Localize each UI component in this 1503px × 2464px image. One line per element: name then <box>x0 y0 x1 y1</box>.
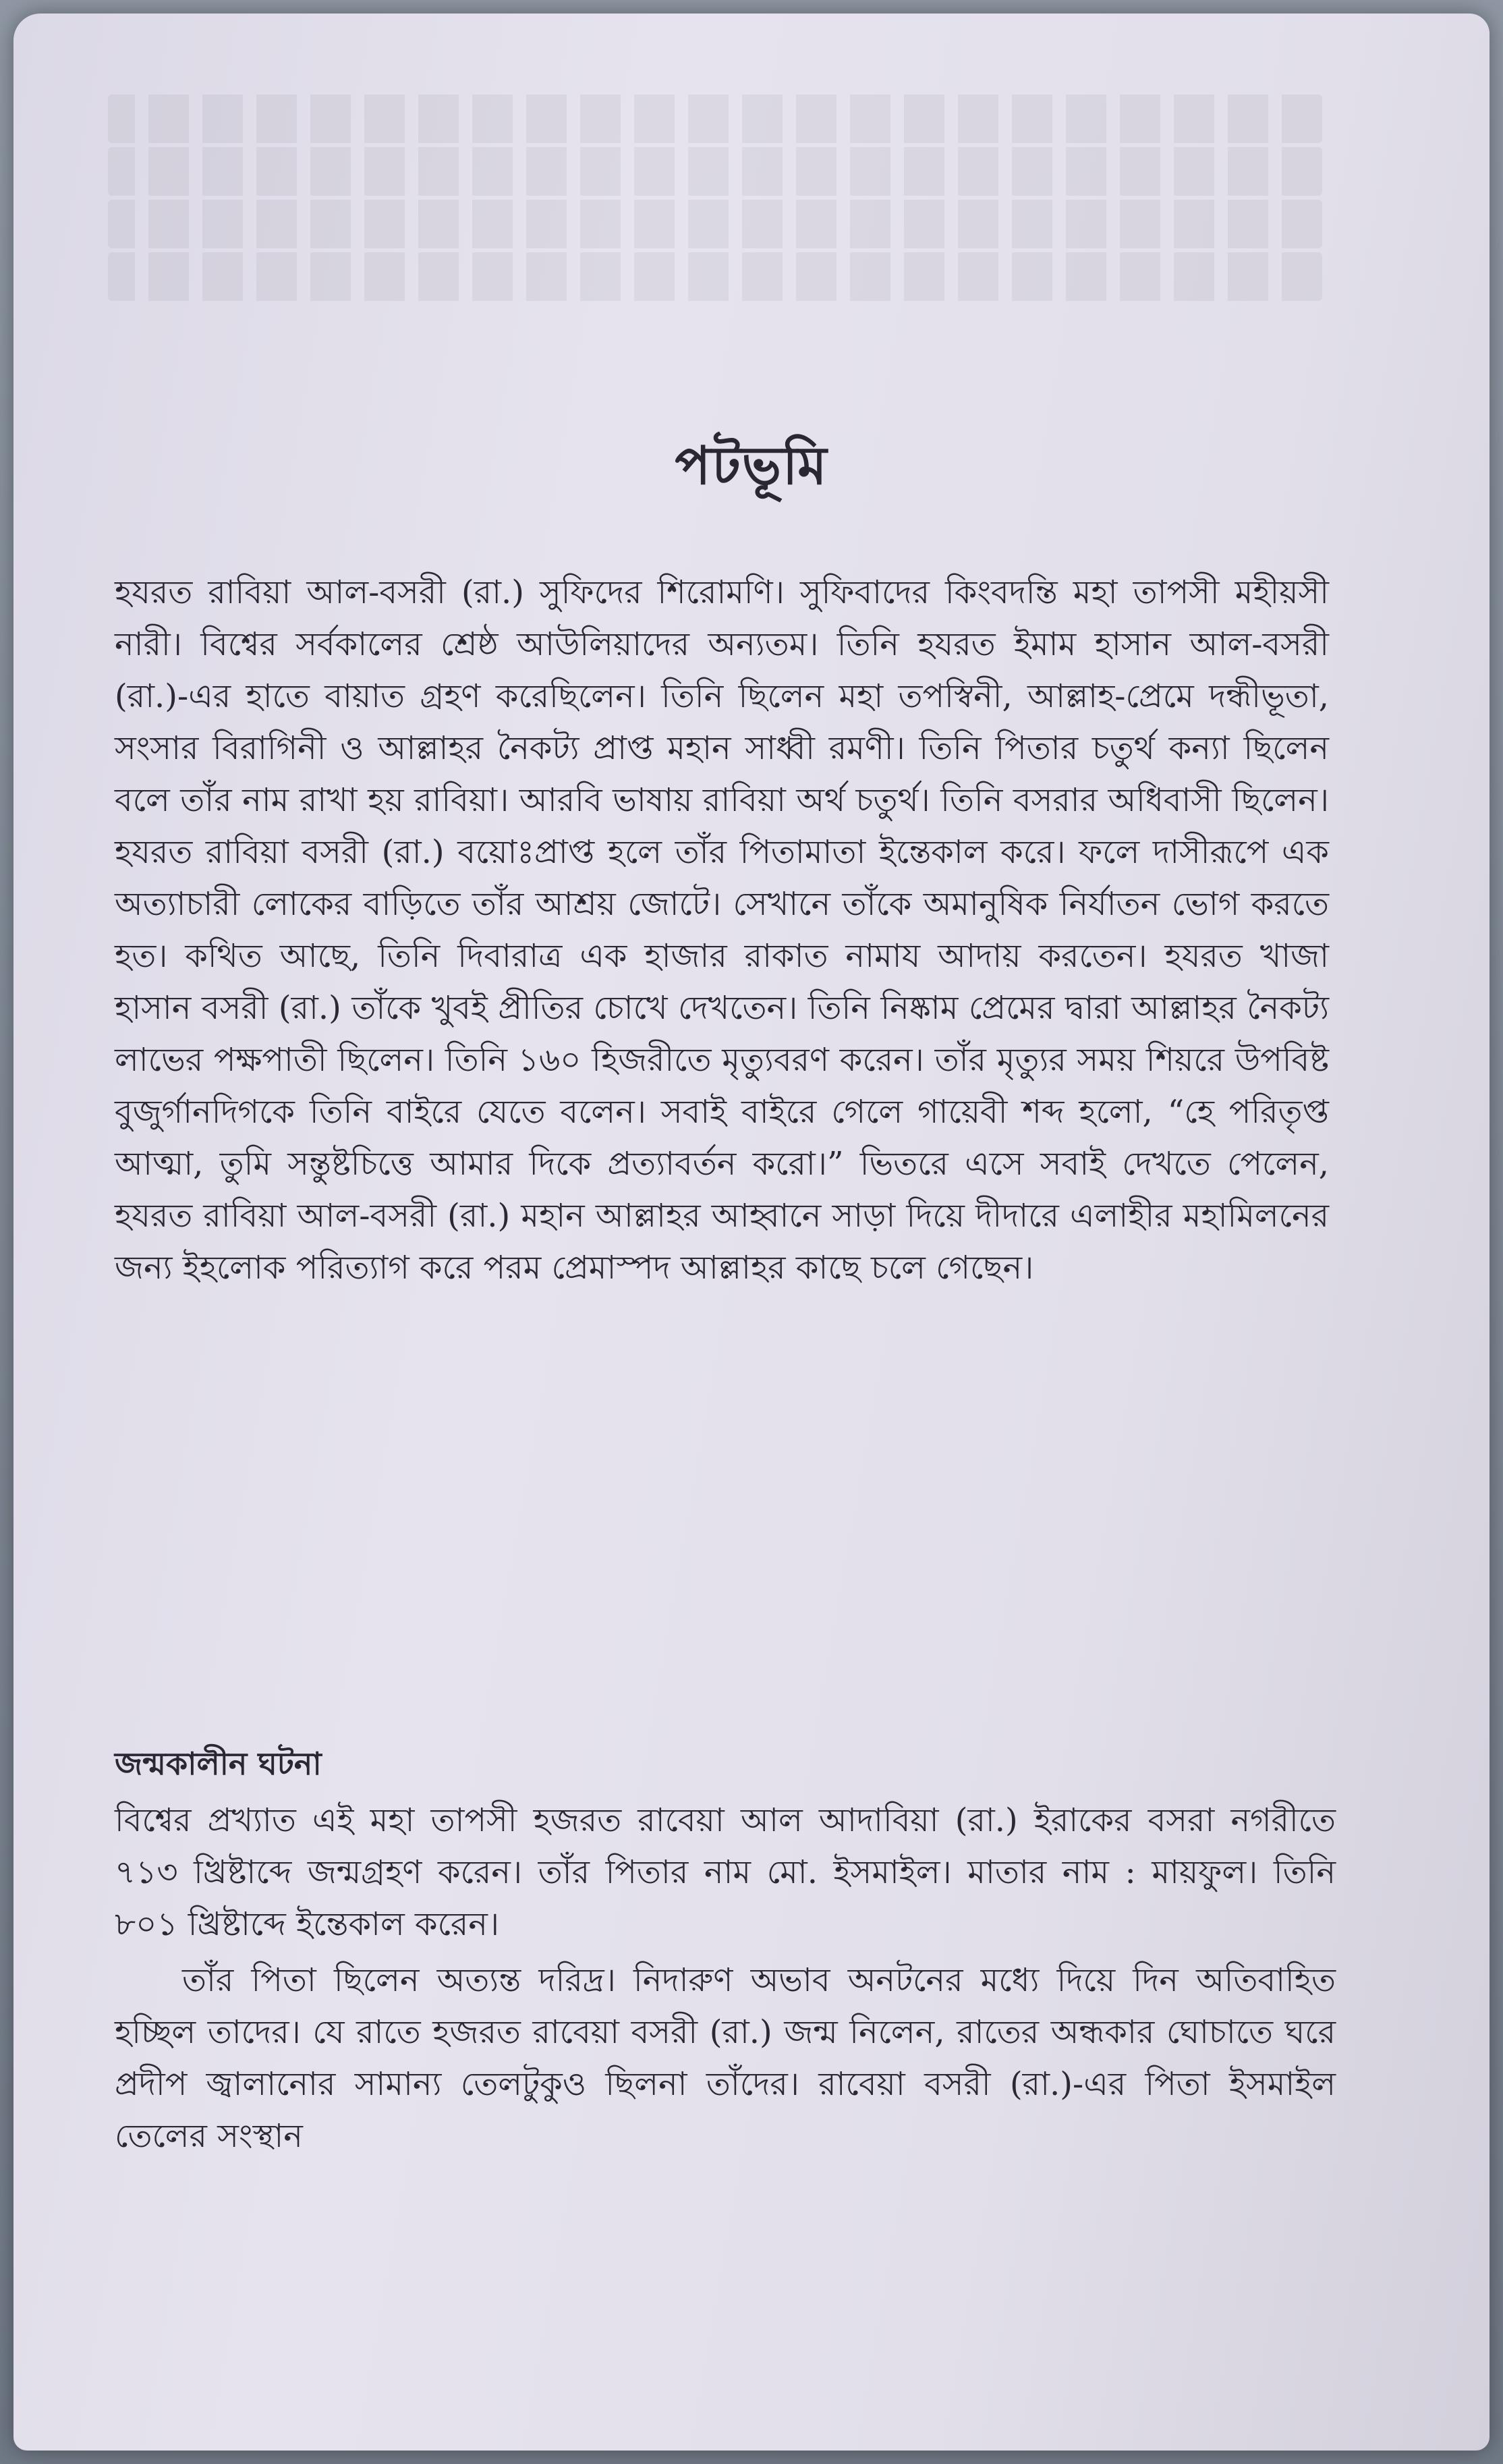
show-through-text <box>108 94 1322 337</box>
section-heading: জন্মকালীন ঘটনা <box>115 1745 322 1782</box>
section-text <box>115 1795 1336 2166</box>
page-title: পটভূমি <box>675 435 828 497</box>
intro-text <box>115 567 1329 1294</box>
intro-paragraph: হযরত রাবিয়া আল-বসরী (রা.) সুফিদের শিরোমণি। সুফিবাদের কিংবদন্তি মহা তাপসী মহীয়সী নারী। বিশ্বের সর্বকালের শ্রেষ্ঠ আউলিয়াদের অন্যতম। তিনি হযরত ইমাম হাসান আল-বসরী (রা.)-এর হাতে বায়াত গ্রহণ করেছিলেন। তিনি ছিলেন মহা তপস্বিনী, আল্লাহ-প্রেমে দন্ধীভূতা, সংসার বিরাগিনী ও আল্লাহর নৈকট্য প্রাপ্ত মহান সাধ্বী রমণী। তিনি পিতার চতুর্থ কন্যা ছিলেন বলে তাঁর নাম রাখা হয় রাবিয়া। আরবি ভাষায় রাবিয়া অর্থ চতুর্থ। তিনি বসরার অধিবাসী ছিলেন। হযরত রাবিয়া বসরী (রা.) বয়োঃপ্রাপ্ত হলে তাঁর পিতামাতা ইন্তেকাল করে। ফলে দাসীরূপে এক অত্যাচারী লোকের বাড়িতে তাঁর আশ্রয় জোটে। সেখানে তাঁকে অমানুষিক নির্যাতন ভোগ করতে হত। কথিত আছে, তিনি দিবারাত্র এক হাজার রাকাত নামায আদায় করতেন। হযরত খাজা হাসান বসরী (রা.) তাঁকে খুবই প্রীতির চোখে দেখতেন। তিনি নিষ্কাম প্রেমের দ্বারা আল্লাহর নৈকট্য লাভের পক্ষপাতী ছিলেন। তিনি ১৬০ হিজরীতে মৃত্যুবরণ করেন। তাঁর মৃত্যুর সময় শিয়রে উপবিষ্ট বুজুর্গানদিগকে তিনি বাইরে যেতে বলেন। সবাই বাইরে গেলে গায়েবী শব্দ হলো, “হে পরিতৃপ্ত আত্মা, তুমি সন্তুষ্টচিত্তে আমার দিকে প্রত্যাবর্তন করো।” ভিতরে এসে সবাই দেখতে পেলেন, হযরত রাবিয়া আল-বসরী (রা.) মহান আল্লাহর আহ্বানে সাড়া দিয়ে দীদারে এলাহীর মহামিলনের জন্য ইহলোক পরিত্যাগ করে পরম প্রেমাস্পদ আল্লাহর কাছে চলে গেছেন। <box>115 573 1329 1287</box>
section-paragraph: বিশ্বের প্রখ্যাত এই মহা তাপসী হজরত রাবেয়া আল আদাবিয়া (রা.) ইরাকের বসরা নগরীতে ৭১৩ খ্রিষ্টাব্দে জন্মগ্রহণ করেন। তাঁর পিতার নাম মো. ইসমাইল। মাতার নাম : মায়ফুল। তিনি ৮০১ খ্রিষ্টাব্দে ইন্তেকাল করেন। <box>115 1801 1336 1943</box>
book-page <box>13 13 1490 2451</box>
section-paragraph: তাঁর পিতা ছিলেন অত্যন্ত দরিদ্র। নিদারুণ অভাব অনটনের মধ্যে দিয়ে দিন অতিবাহিত হচ্ছিল তাদের। যে রাতে হজরত রাবেয়া বসরী (রা.) জন্ম নিলেন, রাতের অন্ধকার ঘোচাতে ঘরে প্রদীপ জ্বালানোর সামান্য তেলটুকুও ছিলনা তাঁদের। রাবেয়া বসরী (রা.)-এর পিতা ইসমাইল তেলের সংস্থান <box>115 1961 1336 2155</box>
